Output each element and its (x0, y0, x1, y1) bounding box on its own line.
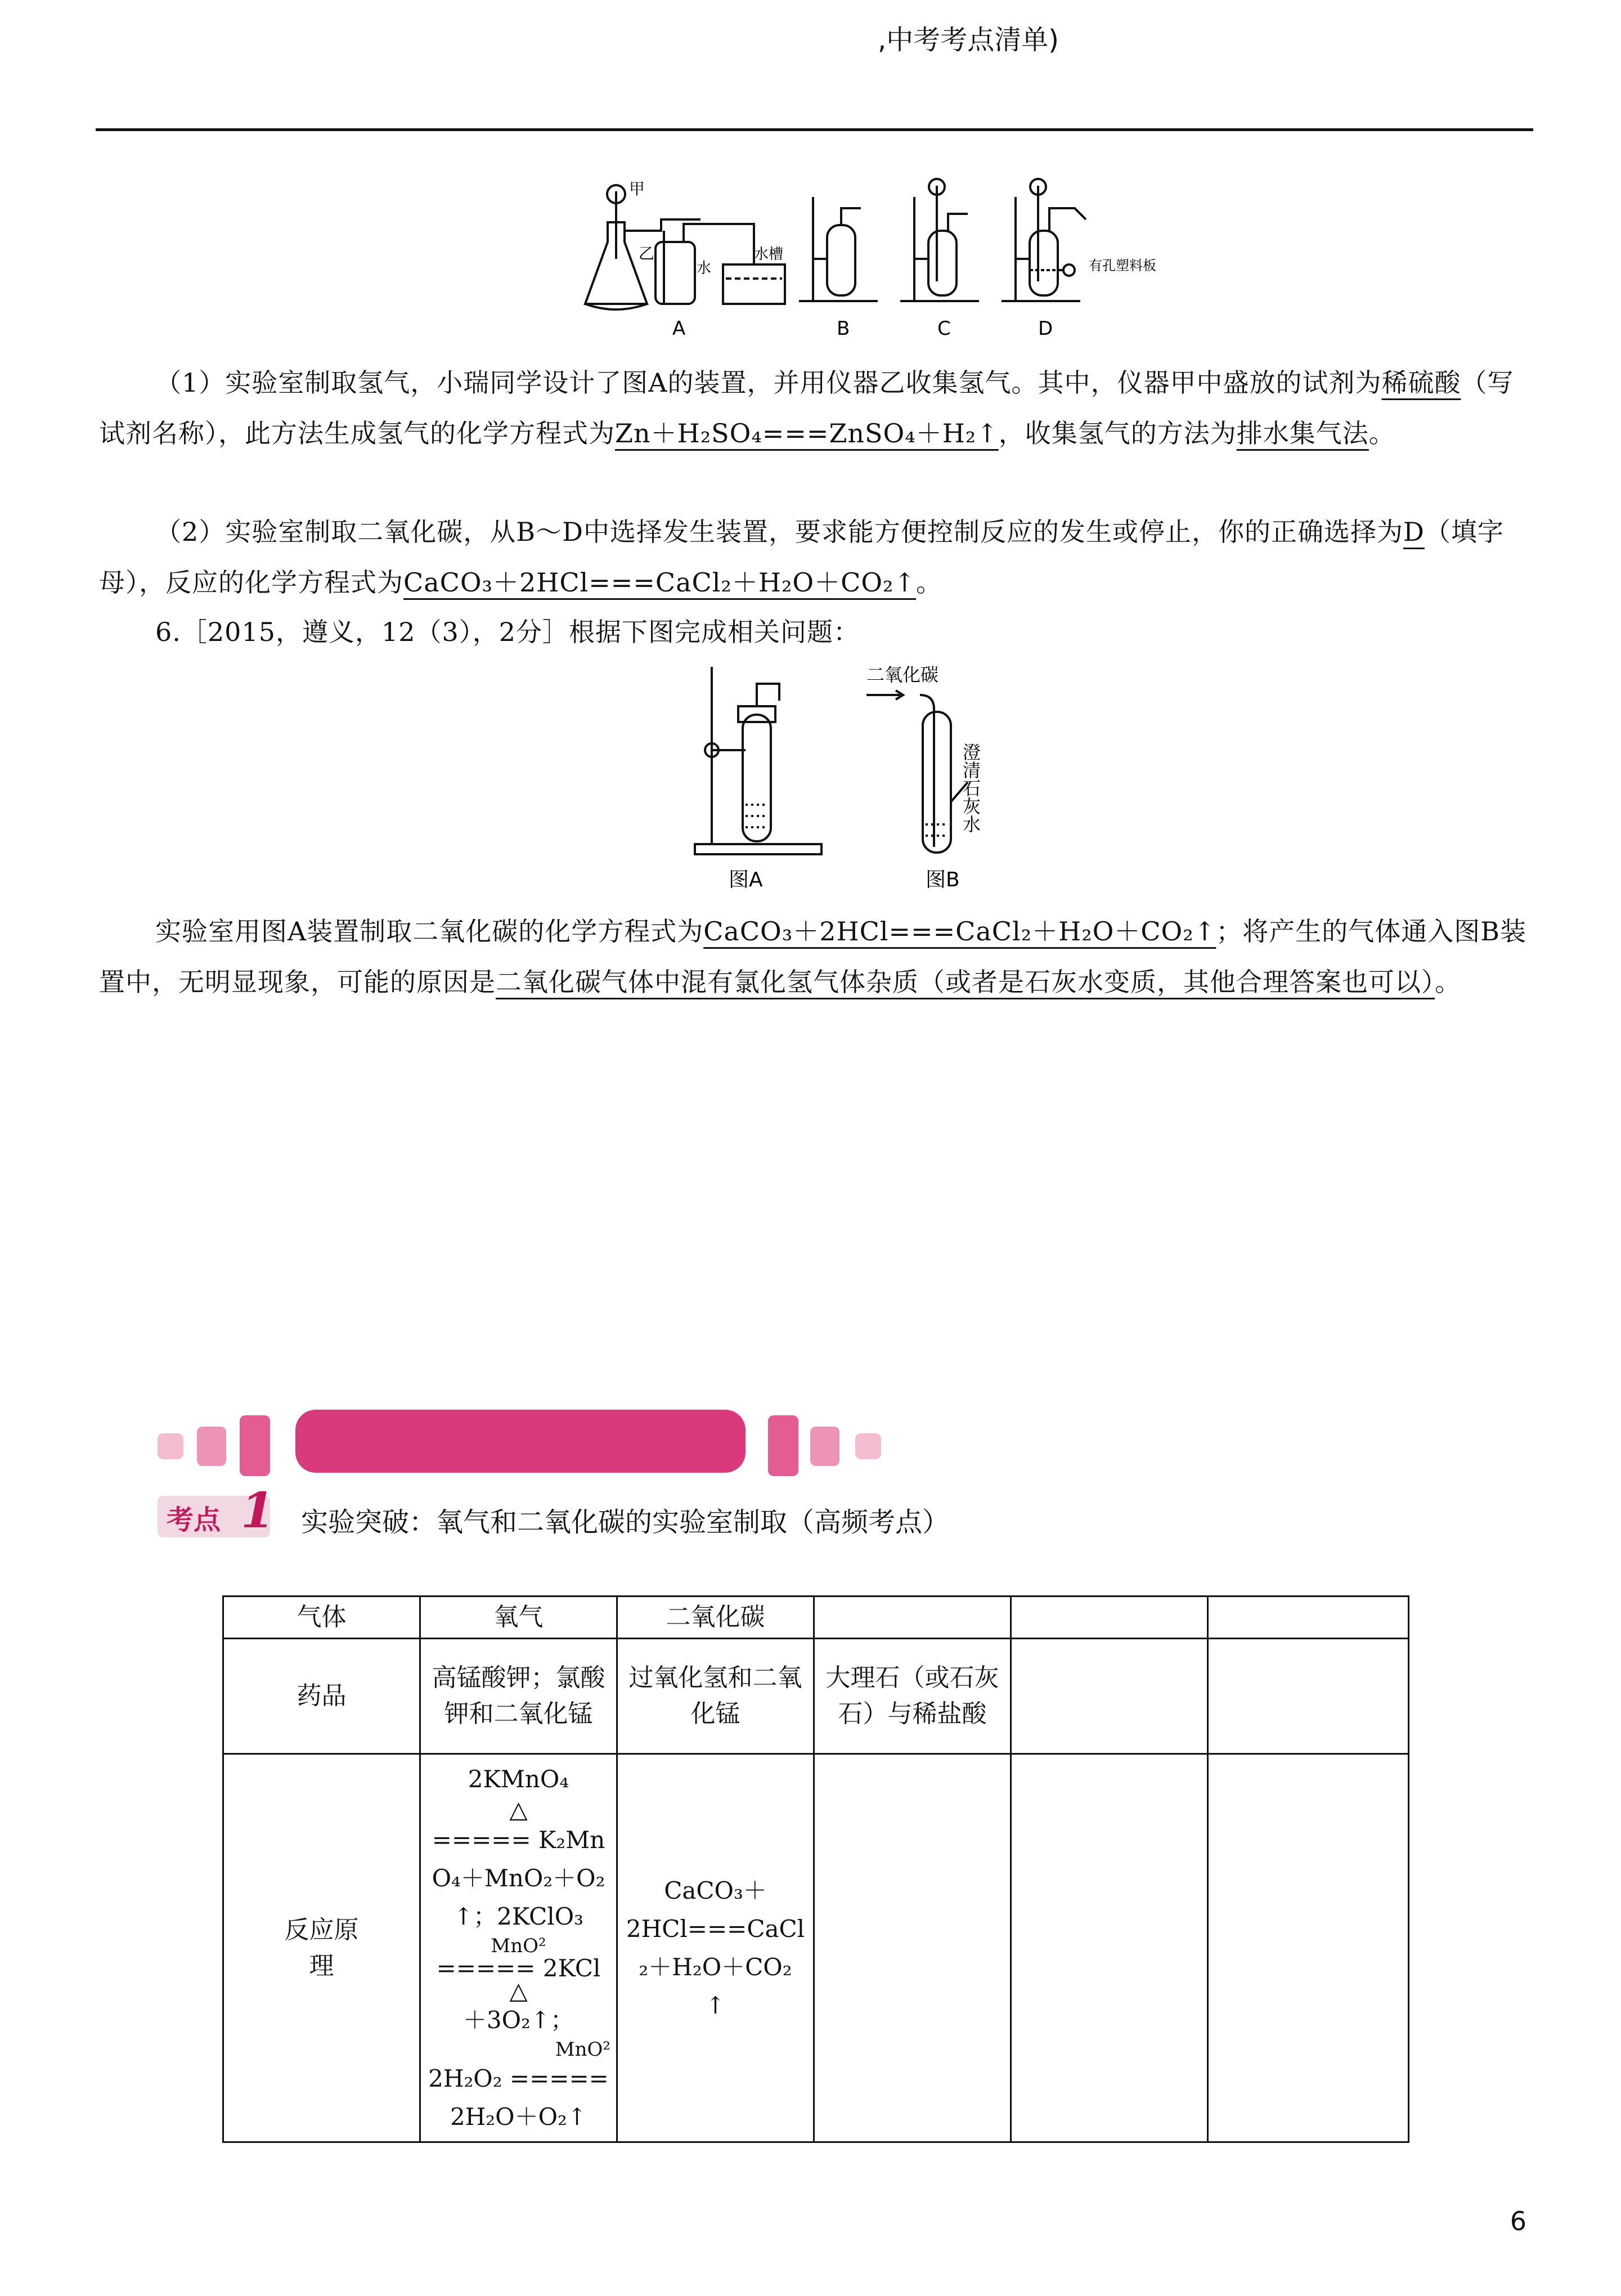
table-header-cell (814, 1597, 1011, 1639)
q5-part2: （2）实验室制取二氧化碳，从B～D中选择发生装置，要求能方便控制反应的发生或停止，你的正确选择为D（填字母），反应的化学方程式为CaCO₃＋2HCl===CaCl₂＋H₂O＋CO₂↑。 (99, 517, 1504, 598)
q6-heading: 6.［2015，遵义，12（3），2分］根据下图完成相关问题： (155, 617, 860, 647)
table-row-principle (223, 1754, 1409, 2142)
cell-principle-o2: 2KMnO₄ △ ===== K₂Mn O₄＋MnO₂＋O₂ ↑；2KClO₃ MnO² ===== 2KCl △ ＋3O₂↑； MnO² 2H₂O₂ ===== 2H₂O＋O₂↑ (420, 1754, 617, 2142)
banner-square-6 (855, 1433, 881, 1459)
label-shuicao: 水槽 (754, 246, 784, 263)
label-plate: 有孔塑料板 (1089, 258, 1156, 273)
table-header-cell: 气体 (223, 1597, 420, 1639)
label-yi: 乙 (639, 244, 655, 263)
label-jia: 甲 (629, 180, 645, 198)
kaodian-title: 实验突破：氧气和二氧化碳的实验室制取（高频考点） (301, 1506, 950, 1538)
table-header-cell: 二氧化碳 (617, 1597, 814, 1639)
banner-pill (295, 1410, 746, 1473)
cell-drugs-co2: 大理石（或石灰石）与稀盐酸 (814, 1639, 1011, 1754)
top-rule (96, 128, 1533, 131)
answer-equation-h2: Zn＋H₂SO₄===ZnSO₄＋H₂↑ (615, 418, 999, 449)
banner-square-2 (197, 1427, 226, 1466)
label-shui: 水 (697, 260, 712, 277)
answer-device: D (1403, 517, 1425, 547)
q6-answer-paragraph: 实验室用图A装置制取二氧化碳的化学方程式为CaCO₃＋2HCl===CaCl₂＋H₂O＋CO₂↑；将产生的气体通入图B装置中，无明显现象，可能的原因是二氧化碳气体中混有氯化氢气体杂质（或者是石灰水变质，其他合理答案也可以）。 (99, 916, 1527, 997)
cell-empty (1011, 1639, 1208, 1754)
answer-equation-q6: CaCO₃＋2HCl===CaCl₂＋H₂O＋CO₂↑ (703, 916, 1216, 947)
label-co2: 二氧化碳 (866, 664, 939, 685)
cell-empty (1208, 1639, 1409, 1754)
apparatus-drawing (563, 174, 1182, 343)
answer-reagent: 稀硫酸 (1381, 367, 1461, 398)
caption-c: C (937, 317, 951, 340)
cell-empty (1011, 1754, 1208, 2142)
row-label-drugs: 药品 (223, 1639, 420, 1754)
cell-drugs-h2o2: 过氧化氢和二氧化锰 (617, 1639, 814, 1754)
caption-fig-b: 图B (926, 868, 960, 891)
kaodian-label: 考点 (167, 1504, 221, 1536)
table-header-cell (1208, 1597, 1409, 1639)
row-label-principle: 反应原理 (223, 1754, 420, 2142)
cell-principle-co2: CaCO₃＋ 2HCl===CaCl ₂＋H₂O＋CO₂ ↑ (617, 1754, 814, 2142)
page-number: 6 (1510, 2206, 1526, 2236)
caption-fig-a: 图A (729, 868, 763, 891)
caption-a: A (672, 317, 686, 340)
table-header-row (223, 1597, 1409, 1639)
kaodian-number: 1 (241, 1482, 275, 1539)
banner-square-1 (158, 1433, 183, 1459)
q5-part1: （1）实验室制取氢气，小瑞同学设计了图A的装置，并用仪器乙收集氢气。其中，仪器甲中盛放的试剂为稀硫酸（写试剂名称），此方法生成氢气的化学方程式为Zn＋H₂SO₄===ZnSO₄＋H₂↑，收集氢气的方法为排水集气法。 (99, 367, 1514, 449)
q6-figure (686, 661, 1035, 905)
answer-equation-co2: CaCO₃＋2HCl===CaCl₂＋H₂O＋CO₂↑ (403, 567, 917, 598)
banner-square-4 (768, 1415, 798, 1476)
answer-collect-method: 排水集气法 (1236, 418, 1369, 449)
table-header-cell: 氧气 (420, 1597, 617, 1639)
table-header-cell (1011, 1597, 1208, 1639)
banner-square-3 (240, 1415, 270, 1476)
apparatus-figure-a-d (563, 174, 1182, 346)
banner-text: ,中考考点清单) (878, 24, 1059, 56)
table-row-drugs (223, 1639, 1409, 1754)
cell-drugs-o2: 高锰酸钾；氯酸钾和二氧化锰 (420, 1639, 617, 1754)
caption-d: D (1038, 317, 1053, 340)
caption-b: B (837, 317, 850, 340)
banner-square-5 (810, 1427, 839, 1466)
label-limewater: 澄清石灰水 (960, 743, 981, 833)
cell-empty (1208, 1754, 1409, 2142)
cell-empty (814, 1754, 1011, 2142)
answer-reason: 二氧化碳气体中混有氯化氢气体杂质（或者是石灰水变质，其他合理答案也可以） (496, 967, 1435, 997)
summary-table (222, 1595, 1409, 2143)
q6-apparatus-drawing (686, 661, 1035, 903)
